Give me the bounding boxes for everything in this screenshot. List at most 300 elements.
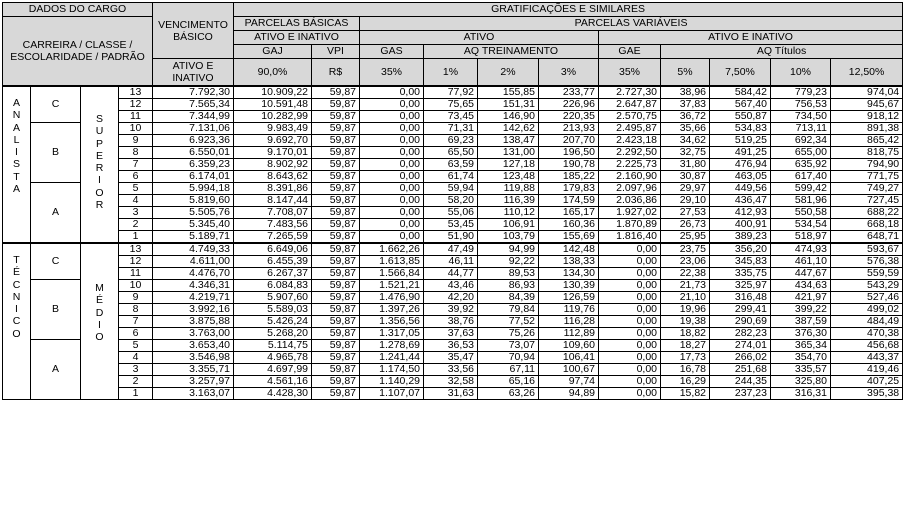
value-cell: 316,48 [710,292,771,304]
value-cell: 59,87 [312,352,360,364]
header-parcelas-variaveis: PARCELAS VARIÁVEIS [360,17,903,31]
value-cell: 2.097,96 [599,183,661,195]
value-cell: 0,00 [599,256,661,268]
value-cell: 593,67 [831,243,903,256]
value-cell: 7.565,34 [153,99,234,111]
value-cell: 543,29 [831,280,903,292]
value-cell: 179,83 [539,183,599,195]
header-aq-titulos: AQ Títulos [661,45,903,59]
value-cell: 335,57 [771,364,831,376]
value-cell: 32,75 [661,147,710,159]
value-cell: 584,42 [710,86,771,99]
value-cell: 5.426,24 [234,316,312,328]
value-cell: 34,62 [661,135,710,147]
value-cell: 771,75 [831,171,903,183]
padrao-cell: 10 [119,280,153,292]
classe-label: C [31,243,81,280]
value-cell: 237,23 [710,388,771,400]
value-cell: 1.397,26 [360,304,424,316]
value-cell: 94,99 [478,243,539,256]
value-cell: 617,40 [771,171,831,183]
value-cell: 519,25 [710,135,771,147]
header-pct-gaj: 90,0% [234,59,312,87]
value-cell: 648,71 [831,231,903,244]
value-cell: 599,42 [771,183,831,195]
value-cell: 4.428,30 [234,388,312,400]
value-cell: 103,79 [478,231,539,244]
table-row [3,231,903,244]
value-cell: 59,87 [312,123,360,135]
value-cell: 1.107,07 [360,388,424,400]
value-cell: 29,10 [661,195,710,207]
value-cell: 37,83 [661,99,710,111]
cargo-label: A N A L I S T A [3,86,31,243]
value-cell: 106,91 [478,219,539,231]
value-cell: 518,97 [771,231,831,244]
value-cell: 3.163,07 [153,388,234,400]
value-cell: 6.649,06 [234,243,312,256]
value-cell: 94,89 [539,388,599,400]
value-cell: 97,74 [539,376,599,388]
value-cell: 6.550,01 [153,147,234,159]
value-cell: 190,78 [539,159,599,171]
table-row [3,292,903,304]
value-cell: 65,50 [424,147,478,159]
value-cell: 0,00 [599,316,661,328]
value-cell: 3.653,40 [153,340,234,352]
value-cell: 4.697,99 [234,364,312,376]
table-row [3,316,903,328]
value-cell: 59,87 [312,304,360,316]
value-cell: 61,74 [424,171,478,183]
classe-label: B [31,123,81,183]
value-cell: 213,93 [539,123,599,135]
table-row [3,388,903,400]
value-cell: 77,92 [424,86,478,99]
table-row [3,340,903,352]
value-cell: 63,26 [478,388,539,400]
value-cell: 196,50 [539,147,599,159]
value-cell: 499,02 [831,304,903,316]
table-row [3,123,903,135]
value-cell: 16,78 [661,364,710,376]
value-cell: 1.317,05 [360,328,424,340]
table-row [3,328,903,340]
value-cell: 59,87 [312,280,360,292]
value-cell: 100,67 [539,364,599,376]
value-cell: 749,27 [831,183,903,195]
value-cell: 0,00 [360,219,424,231]
value-cell: 15,82 [661,388,710,400]
value-cell: 59,87 [312,388,360,400]
value-cell: 443,37 [831,352,903,364]
table-row [3,207,903,219]
table-row [3,195,903,207]
padrao-cell: 5 [119,183,153,195]
value-cell: 534,83 [710,123,771,135]
header-pct-750: 7,50% [710,59,771,87]
value-cell: 0,00 [360,147,424,159]
value-cell: 727,45 [831,195,903,207]
value-cell: 31,63 [424,388,478,400]
value-cell: 0,00 [599,388,661,400]
value-cell: 75,26 [478,328,539,340]
value-cell: 0,00 [599,328,661,340]
value-cell: 18,27 [661,340,710,352]
value-cell: 581,96 [771,195,831,207]
value-cell: 8.902,92 [234,159,312,171]
header-parcelas-basicas: PARCELAS BÁSICAS [234,17,360,31]
value-cell: 1.566,84 [360,268,424,280]
value-cell: 134,30 [539,268,599,280]
value-cell: 421,97 [771,292,831,304]
value-cell: 36,72 [661,111,710,123]
value-cell: 75,65 [424,99,478,111]
value-cell: 818,75 [831,147,903,159]
value-cell: 7.344,99 [153,111,234,123]
value-cell: 7.483,56 [234,219,312,231]
value-cell: 527,46 [831,292,903,304]
value-cell: 356,20 [710,243,771,256]
value-cell: 59,87 [312,159,360,171]
value-cell: 38,96 [661,86,710,99]
value-cell: 59,87 [312,111,360,123]
value-cell: 2.495,87 [599,123,661,135]
value-cell: 126,59 [539,292,599,304]
value-cell: 130,39 [539,280,599,292]
value-cell: 6.455,39 [234,256,312,268]
value-cell: 23,06 [661,256,710,268]
value-cell: 1.356,56 [360,316,424,328]
value-cell: 4.611,00 [153,256,234,268]
padrao-cell: 5 [119,340,153,352]
value-cell: 476,94 [710,159,771,171]
value-cell: 4.219,71 [153,292,234,304]
value-cell: 376,30 [771,328,831,340]
value-cell: 668,18 [831,219,903,231]
value-cell: 23,75 [661,243,710,256]
header-vencimento-basico: VENCIMENTO BÁSICO [153,3,234,59]
value-cell: 461,10 [771,256,831,268]
padrao-cell: 11 [119,111,153,123]
value-cell: 550,87 [710,111,771,123]
value-cell: 33,56 [424,364,478,376]
value-cell: 5.114,75 [234,340,312,352]
table-row [3,364,903,376]
value-cell: 395,38 [831,388,903,400]
value-cell: 131,00 [478,147,539,159]
value-cell: 335,75 [710,268,771,280]
header-pct-5: 5% [661,59,710,87]
value-cell: 59,87 [312,376,360,388]
value-cell: 17,73 [661,352,710,364]
value-cell: 6.359,23 [153,159,234,171]
classe-label: A [31,183,81,244]
value-cell: 59,87 [312,147,360,159]
value-cell: 127,18 [478,159,539,171]
table-row [3,99,903,111]
value-cell: 146,90 [478,111,539,123]
table-row [3,111,903,123]
value-cell: 449,56 [710,183,771,195]
value-cell: 42,20 [424,292,478,304]
header-gae: GAE [599,45,661,59]
value-cell: 67,11 [478,364,539,376]
value-cell: 325,97 [710,280,771,292]
value-cell: 174,59 [539,195,599,207]
value-cell: 8.391,86 [234,183,312,195]
header-aq-treinamento: AQ TREINAMENTO [424,45,599,59]
value-cell: 59,87 [312,340,360,352]
table-row [3,219,903,231]
value-cell: 5.994,18 [153,183,234,195]
table-row [3,256,903,268]
header-pct-2: 2% [478,59,539,87]
value-cell: 110,12 [478,207,539,219]
padrao-cell: 6 [119,328,153,340]
value-cell: 226,96 [539,99,599,111]
value-cell: 19,96 [661,304,710,316]
value-cell: 70,94 [478,352,539,364]
value-cell: 59,87 [312,231,360,244]
value-cell: 79,84 [478,304,539,316]
value-cell: 0,00 [360,86,424,99]
escolaridade-label: M É D I O [81,243,119,400]
value-cell: 0,00 [599,280,661,292]
padrao-cell: 10 [119,123,153,135]
value-cell: 138,33 [539,256,599,268]
value-cell: 59,87 [312,328,360,340]
padrao-cell: 1 [119,388,153,400]
value-cell: 550,58 [771,207,831,219]
padrao-cell: 3 [119,207,153,219]
value-cell: 1.278,69 [360,340,424,352]
value-cell: 3.763,00 [153,328,234,340]
value-cell: 290,69 [710,316,771,328]
value-cell: 576,38 [831,256,903,268]
value-cell: 635,92 [771,159,831,171]
value-cell: 59,87 [312,207,360,219]
table-row [3,183,903,195]
value-cell: 65,16 [478,376,539,388]
value-cell: 387,59 [771,316,831,328]
value-cell: 112,89 [539,328,599,340]
value-cell: 233,77 [539,86,599,99]
value-cell: 399,22 [771,304,831,316]
value-cell: 2.225,73 [599,159,661,171]
escolaridade-label: S U P E R I O R [81,86,119,243]
value-cell: 51,90 [424,231,478,244]
table-row [3,352,903,364]
value-cell: 22,38 [661,268,710,280]
classe-label: A [31,340,81,400]
padrao-cell: 2 [119,376,153,388]
padrao-cell: 8 [119,304,153,316]
value-cell: 655,00 [771,147,831,159]
padrao-cell: 11 [119,268,153,280]
value-cell: 138,47 [478,135,539,147]
value-cell: 8.147,44 [234,195,312,207]
classe-label: C [31,86,81,123]
value-cell: 0,00 [360,99,424,111]
value-cell: 0,00 [360,171,424,183]
value-cell: 220,35 [539,111,599,123]
value-cell: 6.084,83 [234,280,312,292]
value-cell: 123,48 [478,171,539,183]
value-cell: 31,80 [661,159,710,171]
value-cell: 1.174,50 [360,364,424,376]
value-cell: 274,01 [710,340,771,352]
value-cell: 3.875,88 [153,316,234,328]
value-cell: 6.174,01 [153,171,234,183]
value-cell: 86,93 [478,280,539,292]
padrao-cell: 13 [119,86,153,99]
value-cell: 119,88 [478,183,539,195]
value-cell: 734,50 [771,111,831,123]
value-cell: 38,76 [424,316,478,328]
value-cell: 0,00 [360,231,424,244]
value-cell: 2.570,75 [599,111,661,123]
value-cell: 1.613,85 [360,256,424,268]
header-ativo-inativo-basicas: ATIVO E INATIVO [234,31,360,45]
value-cell: 6.923,36 [153,135,234,147]
value-cell: 559,59 [831,268,903,280]
value-cell: 3.355,71 [153,364,234,376]
value-cell: 918,12 [831,111,903,123]
value-cell: 77,52 [478,316,539,328]
value-cell: 3.257,97 [153,376,234,388]
value-cell: 4.476,70 [153,268,234,280]
header-gas: GAS [360,45,424,59]
value-cell: 9.983,49 [234,123,312,135]
header-rs: R$ [312,59,360,87]
value-cell: 794,90 [831,159,903,171]
padrao-cell: 8 [119,147,153,159]
table-row [3,268,903,280]
value-cell: 2.160,90 [599,171,661,183]
value-cell: 0,00 [360,207,424,219]
value-cell: 0,00 [360,183,424,195]
value-cell: 59,87 [312,292,360,304]
value-cell: 491,25 [710,147,771,159]
value-cell: 16,29 [661,376,710,388]
header-carreira: CARREIRA / CLASSE / ESCOLARIDADE / PADRÃO [3,17,153,87]
header-pct-gas: 35% [360,59,424,87]
value-cell: 484,49 [831,316,903,328]
value-cell: 419,46 [831,364,903,376]
value-cell: 185,22 [539,171,599,183]
padrao-cell: 7 [119,159,153,171]
value-cell: 59,94 [424,183,478,195]
value-cell: 1.140,29 [360,376,424,388]
value-cell: 1.816,40 [599,231,661,244]
value-cell: 59,87 [312,99,360,111]
value-cell: 89,53 [478,268,539,280]
header-ativo-e-inativo: ATIVO E INATIVO [153,59,234,87]
value-cell: 456,68 [831,340,903,352]
value-cell: 165,17 [539,207,599,219]
value-cell: 400,91 [710,219,771,231]
value-cell: 389,23 [710,231,771,244]
padrao-cell: 9 [119,292,153,304]
value-cell: 2.423,18 [599,135,661,147]
value-cell: 59,87 [312,243,360,256]
value-cell: 434,63 [771,280,831,292]
padrao-cell: 12 [119,99,153,111]
value-cell: 5.189,71 [153,231,234,244]
value-cell: 534,54 [771,219,831,231]
value-cell: 2.727,30 [599,86,661,99]
padrao-cell: 7 [119,316,153,328]
value-cell: 692,34 [771,135,831,147]
classe-label: B [31,280,81,340]
value-cell: 7.792,30 [153,86,234,99]
padrao-cell: 9 [119,135,153,147]
value-cell: 47,49 [424,243,478,256]
value-cell: 116,39 [478,195,539,207]
value-cell: 3.546,98 [153,352,234,364]
value-cell: 26,73 [661,219,710,231]
value-cell: 84,39 [478,292,539,304]
value-cell: 10.282,99 [234,111,312,123]
value-cell: 0,00 [599,340,661,352]
table-row [3,171,903,183]
value-cell: 447,67 [771,268,831,280]
value-cell: 354,70 [771,352,831,364]
value-cell: 35,47 [424,352,478,364]
value-cell: 266,02 [710,352,771,364]
value-cell: 59,87 [312,195,360,207]
value-cell: 63,59 [424,159,478,171]
value-cell: 1.476,90 [360,292,424,304]
header-pct-10: 10% [771,59,831,87]
value-cell: 29,97 [661,183,710,195]
value-cell: 0,00 [599,292,661,304]
header-pct-3: 3% [539,59,599,87]
value-cell: 92,22 [478,256,539,268]
value-cell: 688,22 [831,207,903,219]
value-cell: 8.643,62 [234,171,312,183]
value-cell: 109,60 [539,340,599,352]
header-gratificacoes: GRATIFICAÇÕES E SIMILARES [234,3,903,17]
value-cell: 46,11 [424,256,478,268]
value-cell: 19,38 [661,316,710,328]
value-cell: 59,87 [312,135,360,147]
value-cell: 0,00 [599,364,661,376]
value-cell: 5.589,03 [234,304,312,316]
value-cell: 44,77 [424,268,478,280]
table-row [3,243,903,256]
value-cell: 0,00 [360,135,424,147]
value-cell: 567,40 [710,99,771,111]
padrao-cell: 3 [119,364,153,376]
value-cell: 407,25 [831,376,903,388]
value-cell: 974,04 [831,86,903,99]
value-cell: 5.268,20 [234,328,312,340]
table-row [3,135,903,147]
value-cell: 151,31 [478,99,539,111]
value-cell: 282,23 [710,328,771,340]
value-cell: 59,87 [312,316,360,328]
table-row [3,147,903,159]
value-cell: 4.749,33 [153,243,234,256]
value-cell: 244,35 [710,376,771,388]
value-cell: 106,41 [539,352,599,364]
cargo-label: T É C N I C O [3,243,31,400]
value-cell: 412,93 [710,207,771,219]
value-cell: 116,28 [539,316,599,328]
header-ativo: ATIVO [360,31,599,45]
